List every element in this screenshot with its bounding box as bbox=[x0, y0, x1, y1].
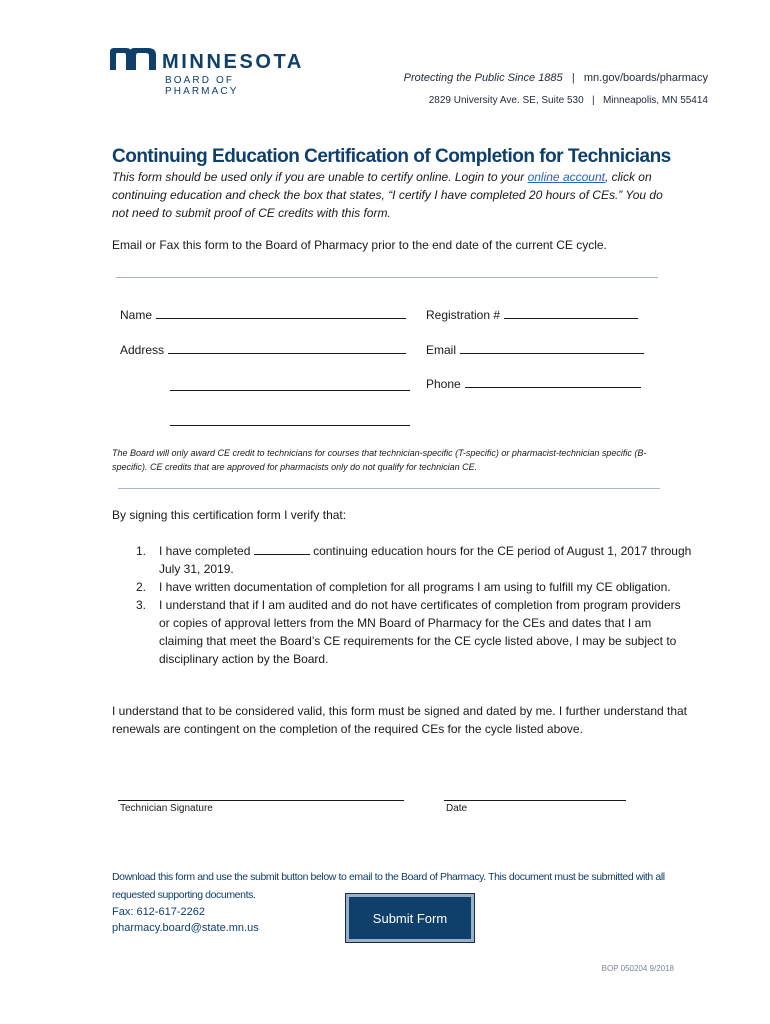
download-instructions: Download this form and use the submit button below to email to the Board of Pharmacy. This document must be submitted with all requested supporting documents. bbox=[112, 871, 665, 901]
date-field[interactable] bbox=[444, 799, 626, 801]
list-item bbox=[112, 542, 692, 578]
address-label: Address bbox=[120, 343, 165, 357]
validity-statement: I understand that to be considered valid, this form must be signed and dated by me. I further understand that renewals are contingent on the completion of the required CEs for the cycle listed above. bbox=[112, 704, 688, 736]
name-field[interactable] bbox=[156, 308, 406, 319]
website-link[interactable]: mn.gov/boards/pharmacy bbox=[583, 72, 708, 84]
header-separator: | bbox=[571, 72, 575, 84]
list-number: 3. bbox=[136, 598, 147, 612]
contact-block bbox=[112, 904, 259, 936]
date-label: Date bbox=[446, 803, 468, 814]
item-text: I have written documentation of completion for all programs I am using to fulfill my CE obligation. bbox=[159, 580, 671, 594]
mn-logo-mark-icon bbox=[108, 46, 158, 72]
online-account-link[interactable]: online account bbox=[527, 170, 605, 184]
board-email[interactable]: pharmacy.board@state.mn.us bbox=[112, 922, 259, 934]
list-number: 1. bbox=[136, 544, 147, 558]
submit-form-button[interactable]: Submit Form bbox=[346, 894, 474, 942]
street-address: 2829 University Ave. SE, Suite 530 bbox=[428, 95, 584, 106]
ce-hours-field[interactable] bbox=[254, 542, 310, 555]
address-field-line-3[interactable] bbox=[170, 424, 410, 426]
email-label: Email bbox=[426, 343, 457, 357]
form-id: BOP 050204 9/2018 bbox=[601, 964, 674, 973]
verify-intro: By signing this certification form I verify that: bbox=[112, 508, 347, 522]
email-field[interactable] bbox=[460, 343, 644, 354]
email-field-row bbox=[426, 343, 644, 357]
city-state-zip: Minneapolis, MN 55414 bbox=[602, 95, 708, 106]
fax-number: Fax: 612-617-2262 bbox=[112, 906, 205, 918]
name-field-row bbox=[120, 308, 406, 322]
technician-signature-label: Technician Signature bbox=[120, 803, 213, 814]
intro-paragraph bbox=[112, 168, 672, 222]
item-text-start: I have completed bbox=[159, 544, 254, 558]
address-field-row bbox=[120, 343, 406, 357]
phone-label: Phone bbox=[426, 377, 461, 391]
list-number: 2. bbox=[136, 580, 147, 594]
item-text: I understand that if I am audited and do not have certificates of completion from program providers or copies of approval letters from the MN Board of Pharmacy for the CEs and dates that I am claiming that meet the Board’s CE requirements for the CE cycle listed above, I may be subject to disciplinary action by the Board. bbox=[159, 598, 681, 666]
registration-label: Registration # bbox=[426, 308, 501, 322]
form-title: Continuing Education Certification of Completion for Technicians bbox=[112, 146, 671, 167]
header-tagline-line bbox=[404, 72, 708, 84]
registration-field[interactable] bbox=[504, 308, 638, 319]
registration-field-row bbox=[426, 308, 638, 322]
list-item bbox=[112, 578, 692, 596]
intro-text-start: This form should be used only if you are unable to certify online. Login to your bbox=[112, 170, 528, 184]
item-text-end: continuing education hours for the CE period of August 1, 2017 through July 31, 2019. bbox=[159, 544, 692, 576]
phone-field[interactable] bbox=[465, 377, 641, 388]
tagline: Protecting the Public Since 1885 bbox=[403, 72, 563, 84]
verify-list bbox=[112, 542, 692, 668]
email-fax-instruction: Email or Fax this form to the Board of Pharmacy prior to the end date of the current CE cycle. bbox=[112, 238, 607, 252]
phone-field-row bbox=[426, 377, 641, 391]
divider-middle bbox=[118, 488, 660, 489]
name-label: Name bbox=[120, 308, 153, 322]
logo-subtitle: BOARD OF PHARMACY bbox=[165, 75, 239, 97]
address-separator: | bbox=[591, 95, 595, 106]
technician-signature-field[interactable] bbox=[118, 799, 404, 801]
header-address-line bbox=[429, 95, 708, 106]
ce-credit-notice: The Board will only award CE credit to technicians for courses that technician-specific (T-specific) or pharmacist-technician specific (B-specific). CE credits that are approved for pharmacists only do not qualify for technician CE. bbox=[112, 448, 647, 472]
intro-text-end: , click on continuing education and check the box that states, “I certify I have completed 20 hours of CEs.” You do not need to submit proof of CE credits with this form. bbox=[112, 170, 663, 220]
board-logo bbox=[108, 46, 308, 97]
logo-wordmark: MINNESOTA bbox=[162, 51, 304, 73]
divider-top bbox=[116, 277, 658, 278]
address-field-line-2[interactable] bbox=[170, 389, 410, 391]
list-item bbox=[112, 596, 692, 668]
address-field-line-1[interactable] bbox=[168, 343, 406, 354]
